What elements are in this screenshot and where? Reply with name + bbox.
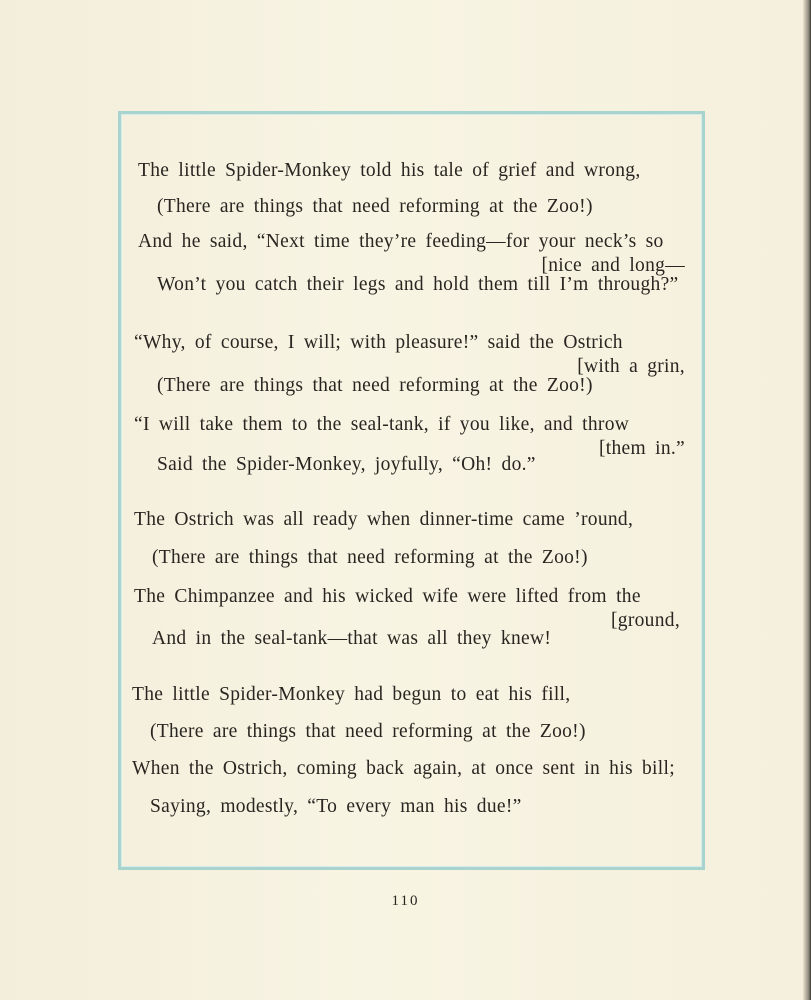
poem-line: The Chimpanzee and his wicked wife were lifted from the [134, 586, 641, 607]
poem-line: When the Ostrich, coming back again, at once sent in his bill; [132, 758, 675, 779]
poem-line: Saying, modestly, “To every man his due!” [150, 796, 522, 817]
poem-line-continuation: [with a grin, [577, 356, 685, 377]
poem-line-continuation: [them in.” [598, 438, 685, 459]
poem-line: The little Spider-Monkey had begun to eat his fill, [132, 684, 571, 705]
poem-line: Won’t you catch their legs and hold them till I’m through?” [157, 274, 679, 295]
poem-line: The Ostrich was all ready when dinner-time came ’round, [134, 509, 634, 530]
poem-line: “Why, of course, I will; with pleasure!” said the Ostrich [134, 332, 623, 353]
page-edge-shadow [803, 0, 811, 1000]
poem-line: Said the Spider-Monkey, joyfully, “Oh! do.” [157, 454, 536, 475]
poem-line: The little Spider-Monkey told his tale of grief and wrong, [138, 160, 641, 181]
poem-line-continuation: [ground, [610, 610, 680, 631]
poem-line: (There are things that need reforming at the Zoo!) [157, 196, 593, 217]
page-number: 110 [391, 893, 420, 909]
poem-line: “I will take them to the seal-tank, if you like, and throw [134, 414, 630, 435]
poem-line: (There are things that need reforming at the Zoo!) [152, 547, 588, 568]
poem-line: And he said, “Next time they’re feeding—for your neck’s so [138, 231, 664, 252]
poem-frame [118, 111, 705, 870]
poem-line: (There are things that need reforming at the Zoo!) [157, 375, 593, 396]
poem-line: And in the seal-tank—that was all they knew! [152, 628, 552, 649]
poem-line-continuation: [nice and long— [541, 255, 685, 276]
poem-line: (There are things that need reforming at the Zoo!) [150, 721, 586, 742]
